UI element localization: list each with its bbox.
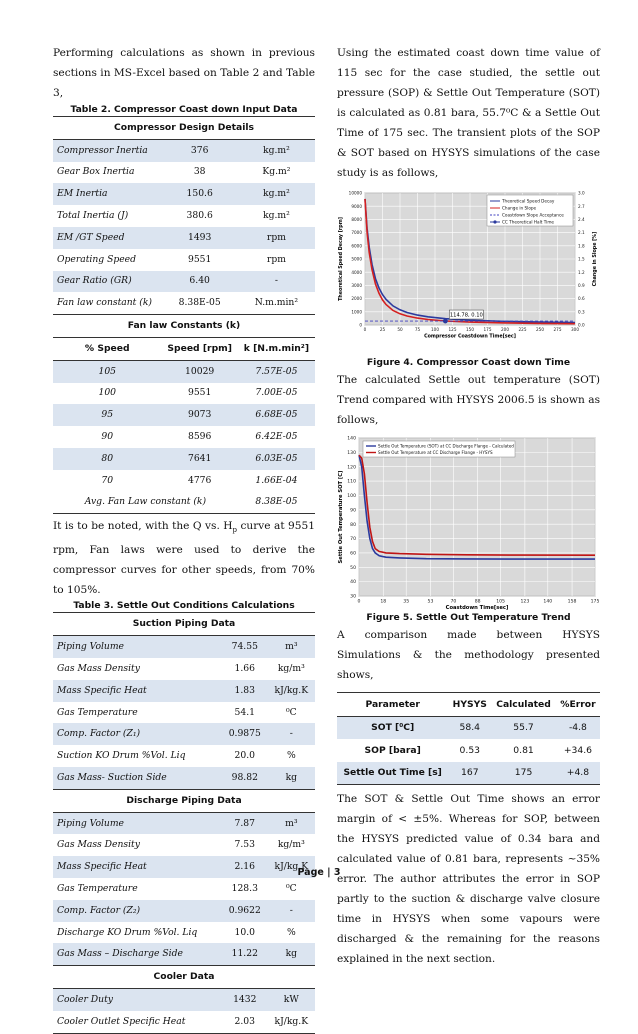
x-tick-label: 300 <box>571 327 579 333</box>
table-row <box>53 680 315 702</box>
row-value: 7.87 <box>222 812 268 834</box>
row-name: Mass Specific Heat <box>53 680 222 702</box>
row-value: 376 <box>161 139 237 161</box>
x-tick-label: 53 <box>427 599 434 605</box>
y-tick-label: 130 <box>347 450 356 456</box>
row-value: 1432 <box>222 989 268 1011</box>
x-tick-label: 18 <box>380 599 387 605</box>
fan-cell: 1.66E-04 <box>255 474 298 486</box>
column-header: k [N.m.min²] <box>238 337 315 360</box>
y2-tick-label: 2.4 <box>578 217 585 222</box>
row-unit: rpm <box>266 253 286 265</box>
row-value: 1.66 <box>234 662 255 674</box>
table-row <box>53 205 315 227</box>
row-unit: kg/m³ <box>277 662 305 674</box>
row-value: 150.6 <box>161 183 237 205</box>
y-tick-label: 140 <box>347 436 356 442</box>
row-value: 9551 <box>187 253 212 265</box>
row-value: 98.82 <box>222 767 268 789</box>
legend-label: Settle Out Temperature at CC Discharge Flange - HYSYS <box>378 450 493 456</box>
row-unit: Kg.m² <box>262 166 291 178</box>
fan-cell: 6.03E-05 <box>238 448 315 470</box>
y2-tick-label: 1.8 <box>578 243 585 249</box>
legend-label: Settle Out Temperature (SOT) at CC Discharge Flange - Calculated <box>378 443 514 449</box>
x-tick-label: 88 <box>474 599 481 605</box>
row-name: Gas Mass Density <box>57 839 140 851</box>
table-row <box>53 1011 315 1033</box>
design-details-section-title: Compressor Design Details <box>53 117 315 140</box>
fan-cell: 6.68E-05 <box>238 404 315 426</box>
table-row <box>337 739 600 762</box>
avg-row <box>53 492 315 514</box>
legend-label: CC Theoretical Halt Time <box>502 219 555 225</box>
x-tick-label: 0 <box>357 599 361 605</box>
legend-label: Coastdown Slope Acceptance <box>502 212 564 218</box>
row-unit: kW <box>268 989 315 1011</box>
row-value: 7.53 <box>234 839 255 851</box>
row-name: Suction KO Drum %Vol. Liq <box>57 750 186 762</box>
x-tick-label: 275 <box>553 327 562 333</box>
y-tick-label: 7000 <box>351 230 362 236</box>
row-unit: - <box>268 723 315 745</box>
x-axis-label: Compressor Coastdown Time[sec] <box>424 334 516 340</box>
x-tick-label: 123 <box>520 599 530 605</box>
row-name: Cooler Duty <box>53 989 222 1011</box>
row-name: Comp. Factor (Z₂) <box>53 900 222 922</box>
row-unit: kg.m² <box>238 139 315 161</box>
table-row <box>53 636 315 658</box>
y-tick-label: 0 <box>359 322 362 328</box>
column-header: HYSYS <box>448 693 491 717</box>
x-tick-label: 125 <box>448 327 457 333</box>
row-name: Compressor Inertia <box>53 139 161 161</box>
halt-time-marker <box>443 319 448 324</box>
table-row <box>53 812 315 834</box>
figure-5 <box>337 432 600 612</box>
row-value: 20.0 <box>234 750 255 762</box>
row-unit: kg <box>268 767 315 789</box>
table-row <box>53 943 315 965</box>
table-row <box>53 834 315 856</box>
column-header: Parameter <box>337 693 448 717</box>
comparison-cell: +34.6 <box>563 744 592 756</box>
fan-cell: 105 <box>53 360 161 382</box>
right-paragraph-2: The calculated Settle out temperature (SOT) Trend compared with HYSYS 2006.5 is shown as follows, <box>337 374 600 426</box>
fan-cell: 10029 <box>161 360 237 382</box>
x-tick-label: 175 <box>590 599 600 605</box>
y2-tick-label: 2.1 <box>578 230 585 236</box>
table-row <box>53 360 315 382</box>
row-name: Mass Specific Heat <box>53 856 222 878</box>
row-value: 2.16 <box>222 856 268 878</box>
row-name: Piping Volume <box>53 636 222 658</box>
column-header: Speed [rpm] <box>161 337 237 360</box>
table-row <box>53 448 315 470</box>
legend-label: Theoretical Speed Decay <box>502 198 555 204</box>
plot-area <box>359 438 595 596</box>
table-row <box>53 404 315 426</box>
row-unit: kJ/kg.K <box>268 1011 315 1033</box>
y2-tick-label: 2.7 <box>578 203 585 209</box>
table-row <box>53 767 315 789</box>
row-unit: - <box>238 271 315 293</box>
row-unit: - <box>268 900 315 922</box>
table-row <box>53 702 315 724</box>
legend-marker <box>493 220 496 223</box>
comparison-cell: 0.53 <box>459 744 481 756</box>
x-tick-label: 70 <box>450 599 457 605</box>
row-name: Total Inertia (J) <box>57 210 129 222</box>
row-unit: N.m.min² <box>238 292 315 314</box>
figure4-caption: Figure 4. Compressor Coast down Time <box>366 357 571 368</box>
table-row <box>53 426 315 448</box>
fan-law-section-title: Fan law Constants (k) <box>53 315 315 338</box>
right-column <box>337 43 600 969</box>
row-value: 54.1 <box>234 706 255 718</box>
row-unit: % <box>286 750 296 762</box>
legend-label: Change in Slope <box>502 205 537 211</box>
row-unit: rpm <box>238 227 315 249</box>
fan-cell: 9551 <box>187 387 212 399</box>
x-tick-label: 50 <box>397 327 403 333</box>
right-paragraph-4: The SOT & Settle Out Time shows an error margin of < ±5%. Whereas for SOP, between the HYSYS predicted value of 0.34 bara and calculated value of 0.81 bara, represents ~35% error. The author attributes the error in SOP partly to the suction & discharge valve closure time in HYSYS when some vapours were discharged & the remaining for the reasons explained in the next section. <box>337 793 600 965</box>
comparison-cell: 167 <box>448 762 491 785</box>
row-value: 2.03 <box>222 1011 268 1033</box>
table3-caption: Table 3. Settle Out Conditions Calculations <box>73 600 295 612</box>
row-name: Operating Speed <box>57 253 136 265</box>
table-row <box>53 922 315 944</box>
y-tick-label: 10000 <box>348 190 362 196</box>
fan-cell: 7641 <box>161 448 237 470</box>
y-tick-label: 6000 <box>351 243 362 249</box>
left-column <box>53 43 315 1034</box>
y-axis-label: Settle Out Temperature SOT [C] <box>338 470 344 564</box>
x-tick-label: 225 <box>518 327 527 333</box>
y-tick-label: 70 <box>350 537 356 543</box>
row-value: 8.38E-05 <box>161 292 237 314</box>
column-header: % Speed <box>53 337 161 360</box>
cooler-section <box>53 966 315 989</box>
row-name: Cooler Outlet Specific Heat <box>53 1011 222 1033</box>
x-tick-label: 200 <box>501 327 509 333</box>
row-value: 74.55 <box>222 636 268 658</box>
x-tick-label: 150 <box>466 327 474 333</box>
fan-cell: 7.00E-05 <box>255 387 298 399</box>
row-value: 1.83 <box>222 680 268 702</box>
comparison-cell: SOT [⁰C] <box>337 716 448 739</box>
y-tick-label: 110 <box>347 479 356 485</box>
x-tick-label: 25 <box>379 327 386 333</box>
right-paragraph-3: A comparison made between HYSYS Simulations & the methodology presented shows, <box>337 629 600 681</box>
row-name: Gear Box Inertia <box>57 166 135 178</box>
row-name: Piping Volume <box>53 812 222 834</box>
row-name: Comp. Factor (Z₁) <box>53 723 222 745</box>
table-row <box>53 139 315 161</box>
table-row <box>337 762 600 785</box>
row-name: Gas Temperature <box>57 882 138 894</box>
cooler-section-title: Cooler Data <box>53 966 315 989</box>
fan-cell: 7.57E-05 <box>238 360 315 382</box>
table2 <box>53 116 315 514</box>
table-row <box>53 292 315 314</box>
table-row <box>53 658 315 680</box>
y-tick-label: 120 <box>347 465 356 471</box>
comparison-table <box>337 692 600 785</box>
row-value: 10.0 <box>234 926 255 938</box>
row-name: Gas Mass- Suction Side <box>53 767 222 789</box>
row-value: 6.40 <box>161 271 237 293</box>
settle-out-temperature-chart <box>337 432 600 612</box>
table-row <box>53 162 315 184</box>
avg-label: Avg. Fan Law constant (k) <box>53 492 238 514</box>
row-unit: kJ/kg.K <box>268 856 315 878</box>
fan-cell: 70 <box>101 474 114 486</box>
row-value: 380.6 <box>186 210 213 222</box>
row-unit: kg <box>268 943 315 965</box>
comparison-cell: 175 <box>491 762 556 785</box>
table-row <box>53 878 315 900</box>
table-row <box>53 989 315 1011</box>
y2-tick-label: 3.0 <box>578 190 585 196</box>
comparison-cell: 0.81 <box>513 744 534 756</box>
y-tick-label: 4000 <box>351 269 362 275</box>
x-tick-label: 250 <box>536 327 544 333</box>
table-row <box>53 227 315 249</box>
y-tick-label: 90 <box>350 508 356 514</box>
row-name: Gas Mass Density <box>57 662 140 674</box>
y2-tick-label: 1.5 <box>578 256 585 262</box>
y2-tick-label: 0.0 <box>578 322 585 328</box>
discharge-section <box>53 789 315 812</box>
page-number: Page | 3 <box>297 867 341 878</box>
comparison-cell: -4.8 <box>556 716 600 739</box>
row-value: 11.22 <box>222 943 268 965</box>
table2-caption: Table 2. Compressor Coast down Input Data <box>70 104 298 115</box>
row-unit: ⁰C <box>285 706 297 718</box>
table-row <box>53 183 315 205</box>
row-unit: kg/m³ <box>277 839 305 851</box>
table3 <box>53 612 315 1033</box>
fan-cell: 100 <box>98 387 117 399</box>
intro-paragraph: Performing calculations as shown in previous sections in MS-Excel based on Table 2 and Table 3, <box>53 47 315 99</box>
suction-section-title: Suction Piping Data <box>53 613 315 636</box>
coast-down-chart <box>337 185 600 357</box>
table-row <box>53 470 315 492</box>
row-unit: kg.m² <box>238 183 315 205</box>
y-tick-label: 50 <box>350 565 356 571</box>
annotation-text: 114.78, 0.10 <box>449 312 483 319</box>
comparison-cell: +4.8 <box>556 762 600 785</box>
discharge-section-title: Discharge Piping Data <box>53 789 315 812</box>
row-value: 38 <box>193 166 206 178</box>
column-header: Calculated <box>491 693 556 717</box>
x-tick-label: 75 <box>414 327 421 333</box>
row-value: 0.9875 <box>222 723 268 745</box>
y-tick-label: 80 <box>350 522 356 528</box>
fan-cell: 8596 <box>187 431 212 443</box>
middle-paragraph: It is to be noted, with the Q vs. $H_p$ curve at 9551 rpm, Fan laws were used to derive the compressor curves for other speeds, from 70% to 105%. <box>53 520 315 597</box>
y-tick-label: 9000 <box>351 203 362 209</box>
row-name: Gas Mass – Discharge Side <box>53 943 222 965</box>
fan-law-section <box>53 315 315 338</box>
row-name: Fan law constant (k) <box>53 292 161 314</box>
table-row <box>53 249 315 271</box>
subscript: p <box>232 526 238 535</box>
table-row <box>53 723 315 745</box>
comparison-cell: SOP [bara] <box>364 744 421 756</box>
table-row <box>337 716 600 739</box>
fan-cell: 9073 <box>161 404 237 426</box>
y-tick-label: 5000 <box>351 256 362 262</box>
y2-tick-label: 0.9 <box>578 283 585 288</box>
fan-cell: 95 <box>53 404 161 426</box>
row-value: 128.3 <box>231 882 258 894</box>
fan-cell: 80 <box>53 448 161 470</box>
row-unit: m³ <box>268 636 315 658</box>
suction-section <box>53 613 315 636</box>
x-tick-label: 35 <box>403 599 410 605</box>
y-tick-label: 40 <box>350 580 356 586</box>
x-tick-label: 100 <box>431 327 439 333</box>
row-unit: % <box>286 926 296 938</box>
row-name: EM /GT Speed <box>53 227 161 249</box>
table-row <box>53 900 315 922</box>
table-row <box>53 383 315 405</box>
column-header: %Error <box>556 693 600 717</box>
fan-header-row <box>53 337 315 360</box>
y-axis-label: Theoretical Speed Decay [rpm] <box>339 217 344 301</box>
x-tick-label: 140 <box>543 599 553 605</box>
y2-tick-label: 0.3 <box>578 309 585 315</box>
avg-value: 8.38E-05 <box>238 492 315 514</box>
row-name: EM Inertia <box>53 183 161 205</box>
y-tick-label: 2000 <box>351 296 362 302</box>
row-unit: ⁰C <box>285 882 297 894</box>
row-unit: kJ/kg.K <box>268 680 315 702</box>
comparison-cell: Settle Out Time [s] <box>337 762 448 785</box>
row-unit: kg.m² <box>263 210 290 222</box>
y2-tick-label: 0.6 <box>578 296 585 302</box>
y2-axis-label: Change in Slope [%] <box>593 231 598 287</box>
x-tick-label: 158 <box>567 599 577 605</box>
comparison-cell: 55.7 <box>491 716 556 739</box>
design-details-section <box>53 117 315 140</box>
y-tick-label: 30 <box>350 594 356 600</box>
row-name: Discharge KO Drum %Vol. Liq <box>57 926 198 938</box>
x-tick-label: 175 <box>483 327 492 333</box>
y2-tick-label: 1.2 <box>578 269 585 275</box>
comparison-cell: 58.4 <box>448 716 491 739</box>
row-value: 0.9622 <box>222 900 268 922</box>
row-unit: m³ <box>268 812 315 834</box>
x-tick-label: 0 <box>363 327 367 333</box>
figure-4 <box>337 185 600 357</box>
table-row <box>53 271 315 293</box>
x-axis-label: Coastdown Time[sec] <box>445 605 509 612</box>
fan-cell: 90 <box>101 431 114 443</box>
y-tick-label: 100 <box>347 494 356 500</box>
row-name: Gear Ratio (GR) <box>53 271 161 293</box>
comparison-header-row <box>337 693 600 717</box>
fan-cell: 4776 <box>187 474 212 486</box>
y-tick-label: 60 <box>350 551 356 557</box>
right-paragraph-1: Using the estimated coast down time value of 115 sec for the case studied, the settle out pressure (SOP) & Settle Out Temperature (SOT) is calculated as 0.81 bara, 55.7⁰C & a Settle Out Time of 175 sec. The transient plots of the SOP & SOT based on HYSYS simulations of the case study is as follows, <box>337 47 600 179</box>
row-value: 1493 <box>161 227 237 249</box>
row-name: Gas Temperature <box>57 706 138 718</box>
y-tick-label: 1000 <box>351 309 362 315</box>
y-tick-label: 3000 <box>351 283 362 288</box>
y-tick-label: 8000 <box>351 217 362 222</box>
x-tick-label: 105 <box>496 599 505 605</box>
figure5-caption: Figure 5. Settle Out Temperature Trend <box>366 612 571 623</box>
fan-cell: 6.42E-05 <box>255 431 298 443</box>
table-row <box>53 745 315 767</box>
